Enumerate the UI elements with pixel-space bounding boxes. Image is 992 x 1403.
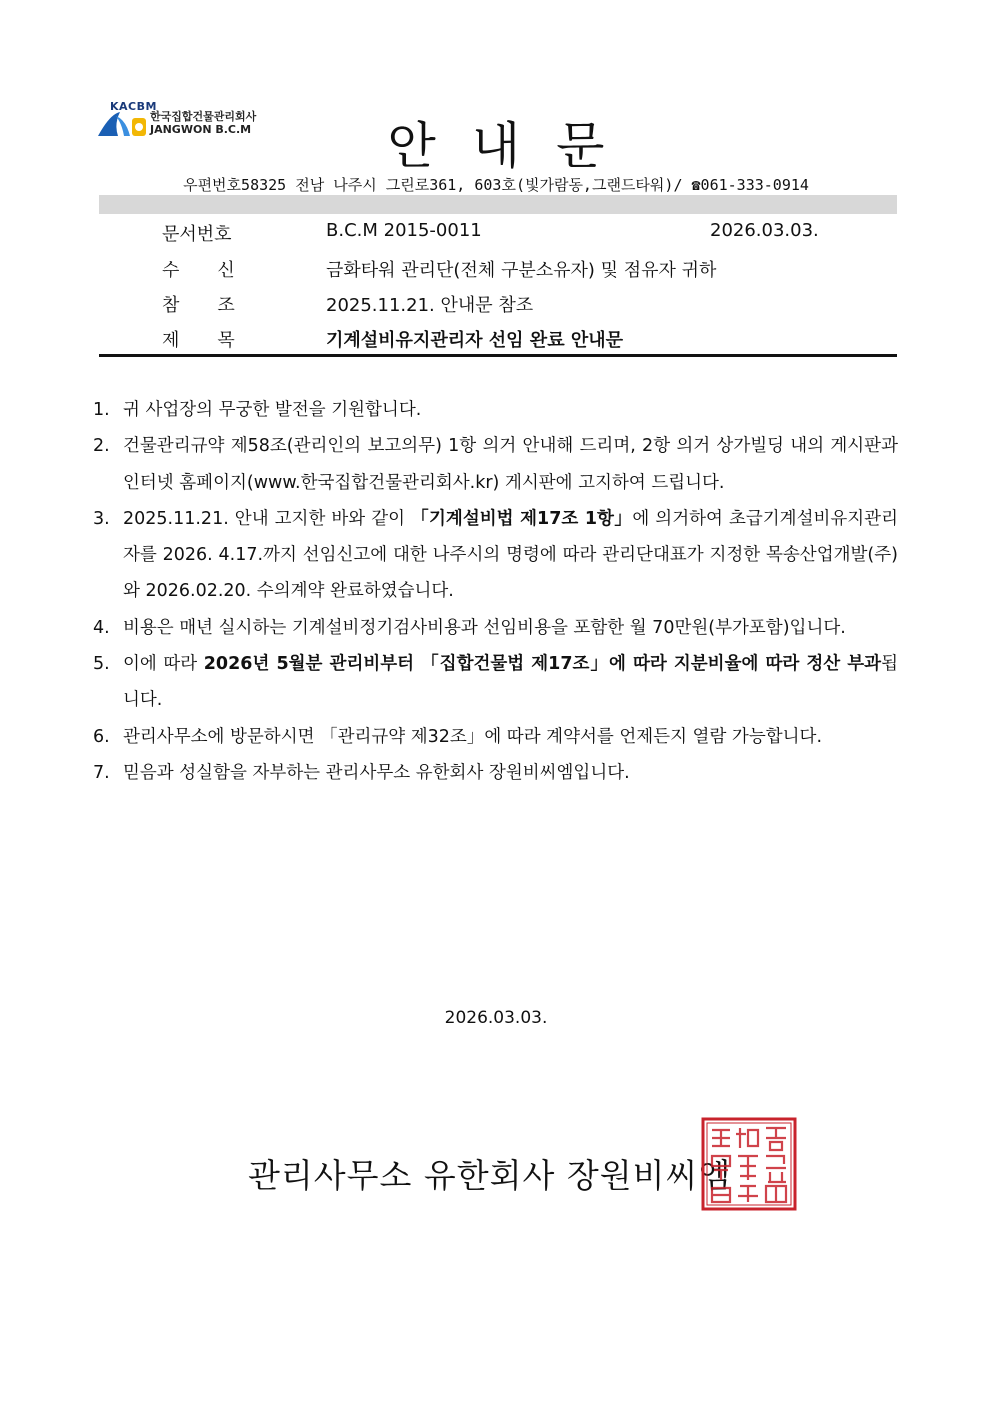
header-bottom-rule xyxy=(99,354,897,357)
company-address: 우편번호58325 전남 나주시 그린로361, 603호(빛가람동,그랜드타워)/ ☎061-333-0914 xyxy=(183,176,809,194)
recipient-value: 금화타워 관리단(전체 구분소유자) 및 점유자 귀하 xyxy=(326,260,717,281)
doc-date: 2026.03.03. xyxy=(710,220,819,241)
logo-brand: KACBM xyxy=(110,100,157,113)
list-item: 7. 믿음과 성실함을 자부하는 관리사무소 유한회사 장원비씨엠입니다. xyxy=(93,762,630,783)
document-title: 안내문 xyxy=(387,117,641,175)
signer-name: 관리사무소 유한회사 장원비씨엠 xyxy=(248,1156,732,1195)
reference-label: 참조 xyxy=(162,295,273,316)
billing-notice: 2026년 5월분 관리비부터 「집합건물법 제17조」에 따라 지분비율에 따라 정산 부과 xyxy=(203,654,882,675)
notice-body xyxy=(93,392,898,791)
recipient-label: 수신 xyxy=(162,260,273,281)
company-seal-stamp xyxy=(700,1116,798,1212)
reference-value: 2025.11.21. 안내문 참조 xyxy=(326,295,534,316)
subject-label: 제목 xyxy=(162,330,273,351)
list-item: 2. 건물관리규약 제58조(관리인의 보고의무) 1항 의거 안내해 드리며, 2항 의거 상가빌딩 내의 게시판과 인터넷 홈페이지(www.한국집합건물관리회사.kr) 게시판에 고지하여 드립니다. xyxy=(93,436,898,493)
doc-no-label: 문서번호 xyxy=(162,224,232,245)
law-reference: 「기계설비법 제17조 1항」 xyxy=(411,508,633,529)
header-divider-band xyxy=(99,195,897,214)
list-item: 1. 귀 사업장의 무궁한 발전을 기원합니다. xyxy=(93,400,422,420)
logo-company-korean: 한국집합건물관리회사 xyxy=(150,110,257,123)
list-item: 4. 비용은 매년 실시하는 기계설비정기검사비용과 선임비용을 포함한 월 70만원(부가포함)입니다. xyxy=(93,617,846,638)
doc-no-value: B.C.M 2015-0011 xyxy=(326,220,482,241)
logo-company-english: JANGWON B.C.M xyxy=(150,123,252,136)
footer-date: 2026.03.03. xyxy=(444,1008,548,1028)
list-item: 3. 2025.11.21. 안내 고지한 바와 같이 「기계설비법 제17조 1항」에 의거하여 초급기계설비유지관리자를 2026. 4.17.까지 선임신고에 대한 나주시의 명령에 따라 관리단대표가 지정한 목송산업개발(주)와 2026.02.20. 수의계약 완료하였습니다. xyxy=(93,508,898,602)
list-item: 5. 이에 따라 2026년 5월분 관리비부터 「집합건물법 제17조」에 따라 지분비율에 따라 정산 부과됩니다. xyxy=(93,654,898,711)
list-item: 6. 관리사무소에 방문하시면 「관리규약 제32조」에 따라 계약서를 언제든지 열람 가능합니다. xyxy=(93,726,823,747)
subject-value: 기계설비유지관리자 선임 완료 안내문 xyxy=(326,330,624,351)
